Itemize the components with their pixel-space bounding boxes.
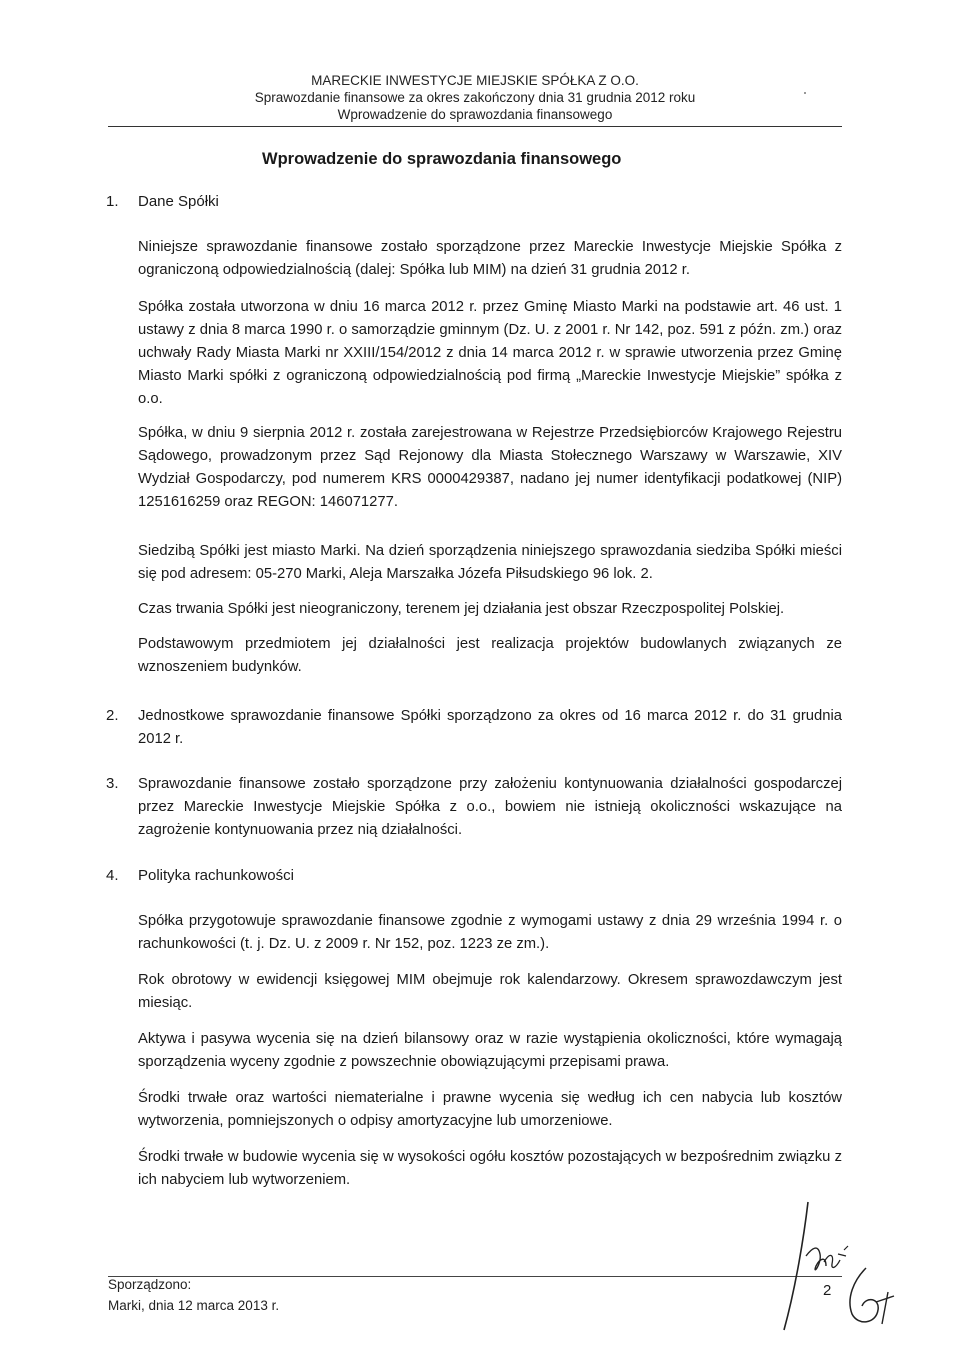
header-divider	[108, 126, 842, 127]
header-report-period: Sprawozdanie finansowe za okres zakończony dnia 31 grudnia 2012 roku	[254, 90, 696, 105]
section-4-paragraph-3: Aktywa i pasywa wycenia się na dzień bilansowy oraz w razie wystąpienia okoliczności, które wymagają sporządzenia wyceny zgodnie z powszechnie obowiązującymi przepisami prawa.	[138, 1031, 842, 1070]
page-title: Wprowadzenie do sprawozdania finansowego	[262, 150, 622, 168]
section-3-paragraph-1: Sprawozdanie finansowe zostało sporządzone przy założeniu kontynuowania działalności gospodarczej przez Mareckie Inwestycje Miejskie Spółka z o.o., bowiem nie istnieją okoliczności wskazujące na zagrożenie kontynuowania przez nią działalności.	[138, 776, 842, 838]
handwritten-initials-icon	[832, 1262, 902, 1332]
section-1-heading: Dane Spółki	[138, 193, 219, 210]
section-1-paragraph-4: Siedzibą Spółki jest miasto Marki. Na dzień sporządzenia niniejszego sprawozdania siedziba Spółki mieści się pod adresem: 05-270 Marki, Aleja Marszałka Józefa Piłsudskiego 96 lok. 2.	[138, 543, 842, 582]
section-3-number: 3.	[106, 775, 119, 792]
section-4-number: 4.	[106, 867, 119, 884]
scan-speck	[804, 92, 806, 94]
section-1-paragraph-5: Czas trwania Spółki jest nieograniczony, terenem jej działania jest obszar Rzeczpospolitej Polskiej.	[138, 601, 785, 617]
section-1-paragraph-3: Spółka, w dniu 9 sierpnia 2012 r. została zarejestrowana w Rejestrze Przedsiębiorców Krajowego Rejestru Sądowego, prowadzonym przez Sąd Rejonowy dla Miasta Stołecznego Warszawy w Warszawie, XIV Wydział Gospodarczy, pod numerem KRS 0000429387, nadano jej numer identyfikacji podatkowej (NIP) 1251616259 oraz REGON: 146071277.	[138, 425, 842, 510]
page-number: 2	[823, 1282, 832, 1299]
section-4-heading: Polityka rachunkowości	[138, 867, 294, 884]
section-2-number: 2.	[106, 707, 119, 724]
running-header	[108, 72, 842, 123]
prepared-by-label: Sporządzono:	[108, 1277, 192, 1292]
section-1-paragraph-2: Spółka została utworzona w dniu 16 marca 2012 r. przez Gminę Miasto Marki na podstawie art. 46 ust. 1 ustawy z dnia 8 marca 1990 r. o samorządzie gminnym (Dz. U. z 2001 r. Nr 142, poz. 591 z późn. zm.) oraz uchwały Rady Miasta Marki nr XXIII/154/2012 z dnia 14 marca 2012 r. w sprawie utworzenia przez Gminę Miasto Marki spółki z ograniczoną odpowiedzialnością pod firmą „Mareckie Inwestycje Miejskie” spółka z o.o.	[138, 299, 842, 407]
footer-divider	[108, 1276, 842, 1277]
section-4-paragraph-2: Rok obrotowy w ewidencji księgowej MIM obejmuje rok kalendarzowy. Okresem sprawozdawczym jest miesiąc.	[138, 972, 842, 1011]
section-2-paragraph-1: Jednostkowe sprawozdanie finansowe Spółki sporządzono za okres od 16 marca 2012 r. do 31 grudnia 2012 r.	[138, 708, 842, 747]
section-1-paragraph-1: Niniejsze sprawozdanie finansowe zostało sporządzone przez Mareckie Inwestycje Miejskie Spółka z ograniczoną odpowiedzialnością (dalej: Spółka lub MIM) na dzień 31 grudnia 2012 r.	[138, 239, 842, 278]
header-section: Wprowadzenie do sprawozdania finansowego	[337, 107, 613, 122]
section-4-paragraph-1: Spółka przygotowuje sprawozdanie finansowe zgodnie z wymogami ustawy z dnia 29 września 1994 r. o rachunkowości (t. j. Dz. U. z 2009 r. Nr 152, poz. 1223 ze zm.).	[138, 913, 842, 952]
section-1-paragraph-6: Podstawowym przedmiotem jej działalności jest realizacja projektów budowlanych związanych ze wznoszeniem budynków.	[138, 636, 842, 675]
place-and-date: Marki, dnia 12 marca 2013 r.	[108, 1298, 280, 1313]
header-company: MARECKIE INWESTYCJE MIEJSKIE SPÓŁKA Z O.O.	[311, 73, 639, 88]
section-4-paragraph-5: Środki trwałe w budowie wycenia się w wysokości ogółu kosztów pozostających w bezpośrednim związku z ich nabyciem lub wytworzeniem.	[138, 1149, 842, 1188]
section-1-number: 1.	[106, 193, 119, 210]
section-4-paragraph-4: Środki trwałe oraz wartości niematerialne i prawne wycenia się według ich cen nabycia lub kosztów wytworzenia, pomniejszonych o odpisy amortyzacyjne lub umorzeniowe.	[138, 1090, 842, 1129]
